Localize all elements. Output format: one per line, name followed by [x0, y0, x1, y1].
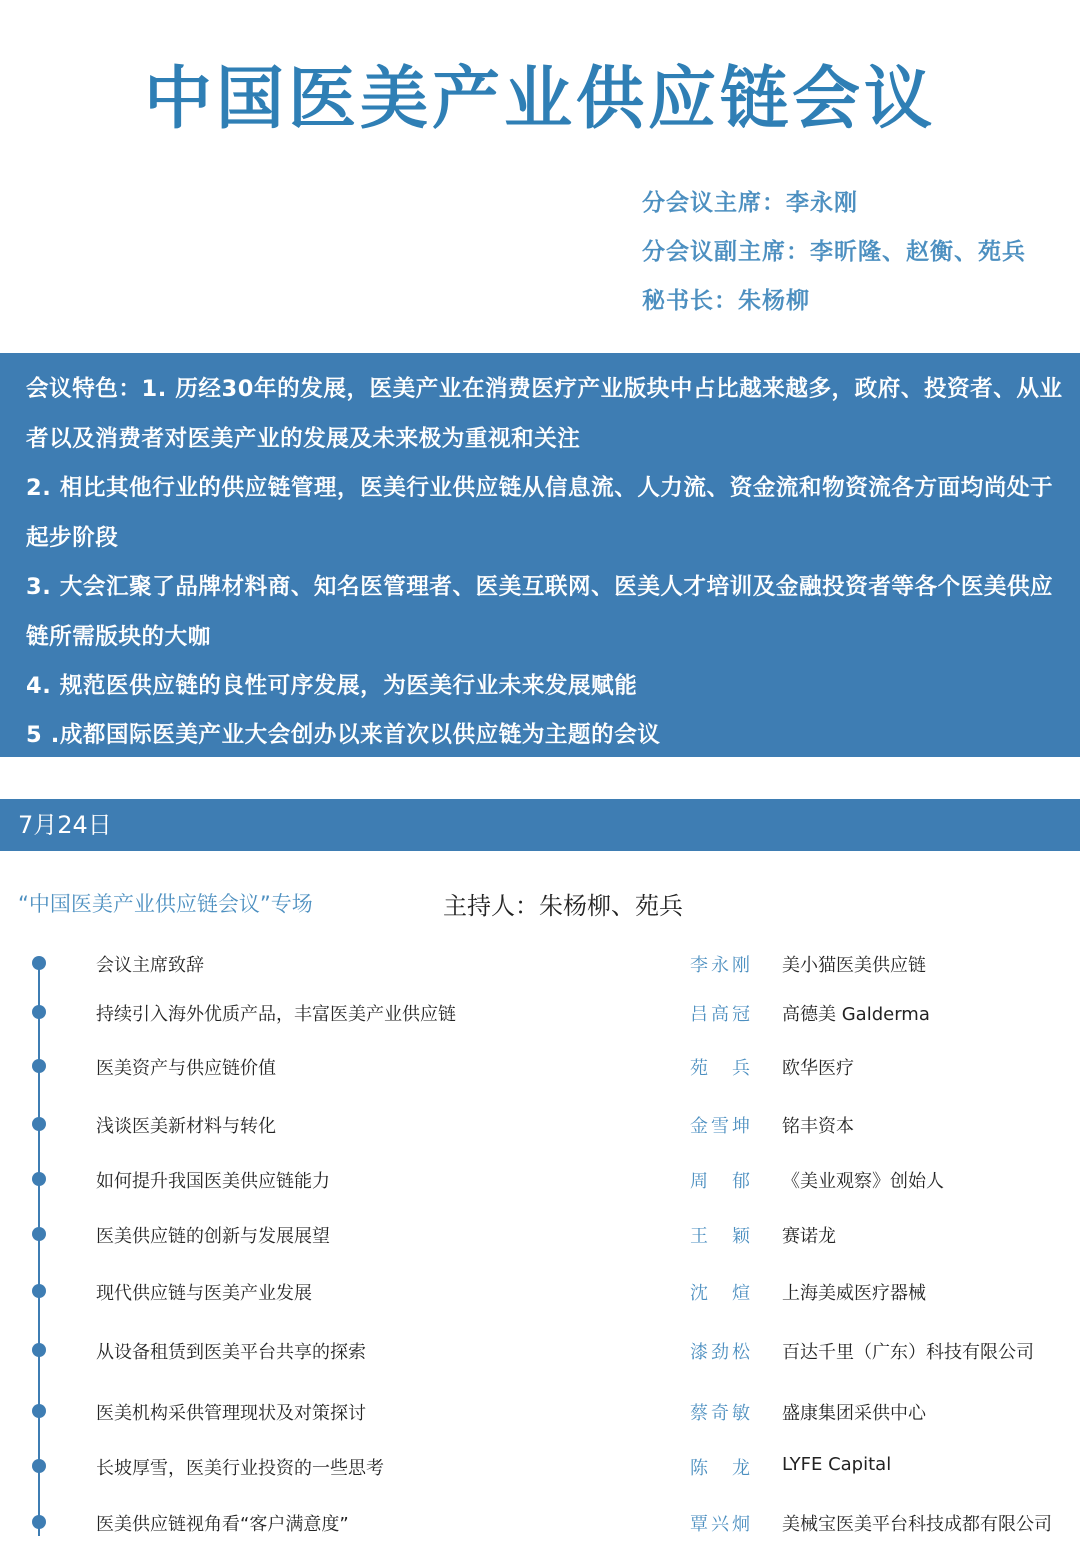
feature-item: 会议特色：1. 历经30年的发展，医美产业在消费医疗产业版块中占比越来越多，政府、投资者、从业者以及消费者对医美产业的发展及未来极为重视和关注 [26, 376, 1063, 452]
feature-item: 3. 大会汇聚了品牌材料商、知名医管理者、医美互联网、医美人才培训及金融投资者等各个医美供应链所需版块的大咖 [26, 574, 1054, 650]
agenda-org: 铭丰资本 [782, 1116, 854, 1137]
agenda-topic: 医美机构采供管理现状及对策探讨 [96, 1403, 366, 1424]
agenda-row [0, 1451, 1080, 1481]
timeline-dot [32, 956, 46, 970]
agenda-org: 《美业观察》创始人 [782, 1171, 944, 1192]
agenda-row [0, 1051, 1080, 1081]
agenda-org: 盛康集团采供中心 [782, 1403, 926, 1424]
session-title: “中国医美产业供应链会议”专场 [18, 892, 313, 916]
timeline-dot [32, 1459, 46, 1473]
agenda-row [0, 1507, 1080, 1537]
agenda-speaker: 漆劲松 [690, 1342, 750, 1363]
agenda-speaker: 王颖 [690, 1226, 750, 1247]
agenda-speaker: 周郁 [690, 1171, 750, 1192]
timeline-dot [32, 1404, 46, 1418]
timeline-dot [32, 1343, 46, 1357]
session-host: 主持人：朱杨柳、苑兵 [443, 892, 683, 920]
agenda-row [0, 1109, 1080, 1139]
timeline-dot [32, 1059, 46, 1073]
agenda-org: 高德美 Galderma [782, 1004, 930, 1025]
agenda-speaker: 陈龙 [690, 1458, 750, 1479]
agenda-topic: 浅谈医美新材料与转化 [96, 1116, 276, 1137]
agenda-topic: 持续引入海外优质产品，丰富医美产业供应链 [96, 1004, 456, 1025]
agenda-row [0, 948, 1080, 978]
vice-chairs-line: 分会议副主席：李昕隆、赵衡、苑兵 [642, 239, 1026, 265]
secretary-line: 秘书长：朱杨柳 [642, 288, 810, 314]
agenda-topic: 会议主席致辞 [96, 955, 204, 976]
date-bar [0, 799, 1080, 851]
timeline-dot [32, 1117, 46, 1131]
agenda-org: 赛诺龙 [782, 1226, 836, 1247]
agenda-row [0, 1164, 1080, 1194]
chair-line: 分会议主席：李永刚 [642, 190, 858, 216]
features-panel [0, 353, 1080, 757]
agenda-topic: 如何提升我国医美供应链能力 [96, 1171, 330, 1192]
agenda-row [0, 1276, 1080, 1306]
agenda-speaker: 李永刚 [690, 955, 750, 976]
agenda-org: 美小猫医美供应链 [782, 955, 926, 976]
feature-item: 4. 规范医供应链的良性可序发展，为医美行业未来发展赋能 [26, 673, 638, 699]
agenda-row [0, 1219, 1080, 1249]
agenda-speaker: 金雪坤 [690, 1116, 750, 1137]
agenda-row [0, 1335, 1080, 1365]
timeline-dot [32, 1284, 46, 1298]
agenda-org: 百达千里（广东）科技有限公司 [782, 1342, 1034, 1363]
agenda-speaker: 沈煊 [690, 1283, 750, 1304]
agenda-speaker: 苑兵 [690, 1058, 750, 1079]
agenda-speaker: 吕高冠 [690, 1004, 750, 1025]
page-title: 中国医美产业供应链会议 [143, 60, 936, 139]
agenda-topic: 医美供应链视角看“客户满意度” [96, 1514, 349, 1535]
feature-item: 2. 相比其他行业的供应链管理，医美行业供应链从信息流、人力流、资金流和物资流各方面均尚处于起步阶段 [26, 475, 1054, 551]
timeline-dot [32, 1515, 46, 1529]
timeline-dot [32, 1227, 46, 1241]
agenda-topic: 从设备租赁到医美平台共享的探索 [96, 1342, 366, 1363]
agenda-speaker: 覃兴炯 [690, 1514, 750, 1535]
agenda-topic: 长坡厚雪，医美行业投资的一些思考 [96, 1458, 384, 1479]
timeline-dot [32, 1005, 46, 1019]
agenda-org: 欧华医疗 [782, 1058, 854, 1079]
agenda-org: 美械宝医美平台科技成都有限公司 [782, 1514, 1052, 1535]
agenda-row [0, 1396, 1080, 1426]
agenda-org: LYFE Capital [782, 1454, 892, 1475]
feature-item: 5 .成都国际医美产业大会创办以来首次以供应链为主题的会议 [26, 722, 661, 748]
agenda-topic: 现代供应链与医美产业发展 [96, 1283, 312, 1304]
agenda-speaker: 蔡奇敏 [690, 1403, 750, 1424]
agenda-topic: 医美资产与供应链价值 [96, 1058, 276, 1079]
date-label: 7月24日 [18, 811, 112, 839]
agenda-topic: 医美供应链的创新与发展展望 [96, 1226, 330, 1247]
agenda-row [0, 997, 1080, 1027]
agenda-org: 上海美威医疗器械 [782, 1283, 926, 1304]
timeline-dot [32, 1172, 46, 1186]
